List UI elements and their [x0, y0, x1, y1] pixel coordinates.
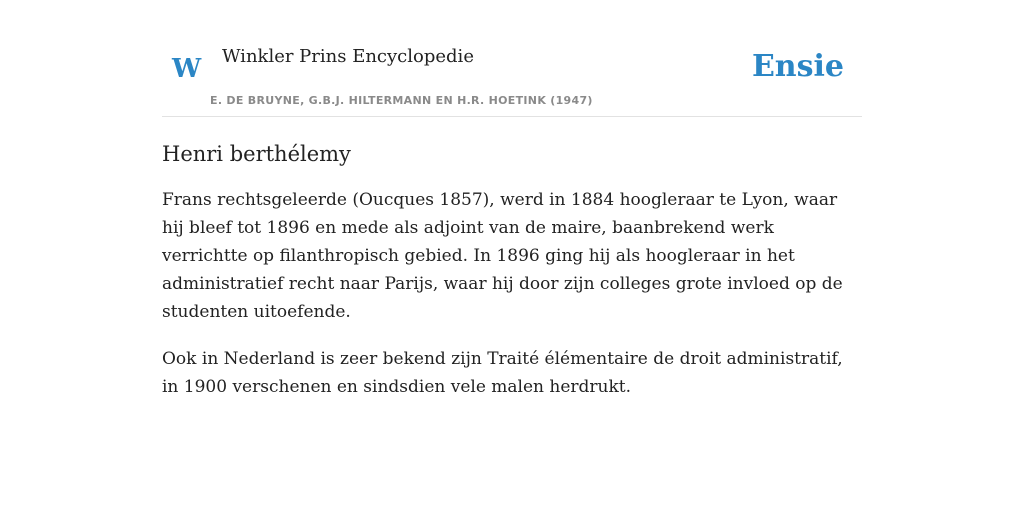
- article-title: Henri berthélemy: [162, 142, 351, 166]
- article: [162, 138, 862, 401]
- source-authors: E. DE BRUYNE, G.B.J. HILTERMANN EN H.R. HOETINK (1947): [210, 94, 593, 107]
- source-header: [162, 36, 862, 117]
- article-paragraph: Frans rechtsgeleerde (Oucques 1857), werd in 1884 hoogleraar te Lyon, waar hij bleef tot 1896 en mede als adjoint van de maire, baanbrekend werk verrichtte op filanthropisch gebied. In 1896 ging hij als hoogleraar in het administratief recht naar Parijs, waar hij door zijn colleges grote invloed op de studenten uitoefende.: [162, 190, 843, 322]
- source-title[interactable]: Winkler Prins Encyclopedie: [222, 46, 474, 67]
- article-paragraph: Ook in Nederland is zeer bekend zijn Traité élémentaire de droit administratif, in 1900 verschenen en sindsdien vele malen herdrukt.: [162, 349, 843, 397]
- ensie-logo[interactable]: Ensie: [751, 49, 844, 84]
- winkler-prins-logo-icon[interactable]: W: [172, 54, 202, 84]
